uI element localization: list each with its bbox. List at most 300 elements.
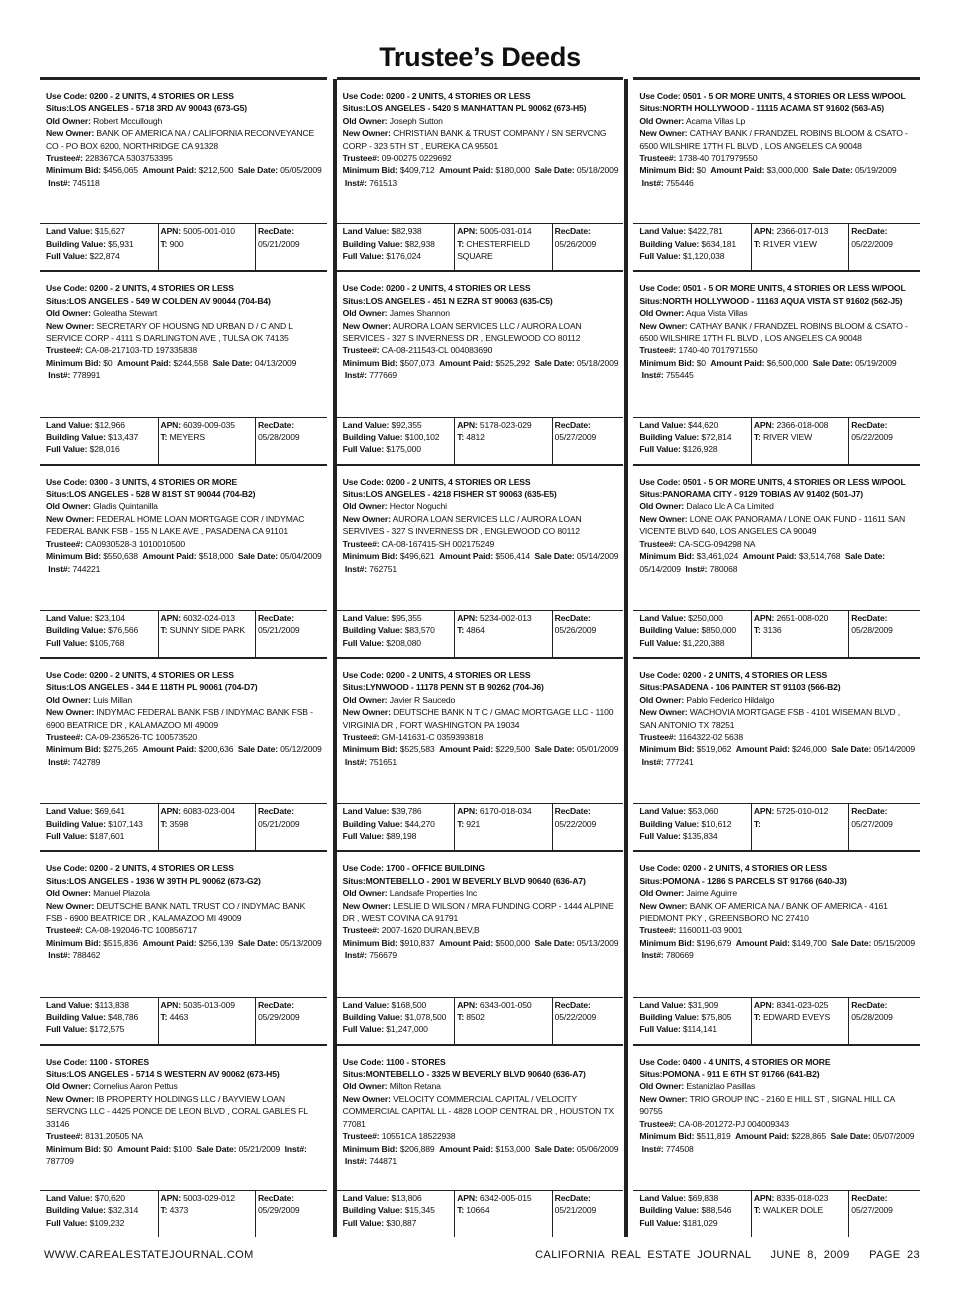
record-building-value: $634,181	[701, 238, 737, 249]
recdate-cell	[552, 804, 624, 850]
field-label: Situs:	[639, 489, 663, 500]
new-owner-line	[343, 1093, 620, 1130]
field-label: RecDate:	[257, 226, 295, 237]
record-amount-paid: $506,414	[495, 551, 531, 562]
record-min-bid: $0	[696, 357, 706, 368]
field-label: APN:	[753, 226, 775, 237]
record-building-value: $15,345	[404, 1205, 435, 1216]
field-label: Situs:	[639, 682, 663, 693]
use-code-line	[46, 90, 323, 102]
record-situs: POMONA - 1286 S PARCELS ST 91766 (640-J3)	[662, 875, 847, 886]
apn-cell	[454, 998, 551, 1044]
field-label: Minimum Bid:	[639, 744, 695, 755]
bid-line	[46, 1143, 323, 1168]
record-inst: 761513	[369, 177, 397, 188]
deed-record	[633, 77, 920, 270]
deed-record	[40, 77, 327, 270]
field-label: APN:	[753, 1192, 775, 1203]
old-owner-line	[639, 694, 916, 706]
record-trustee: CA-09-236526-TC 100573520	[85, 732, 197, 743]
field-label: RecDate:	[554, 612, 591, 623]
field-label: T:	[457, 238, 465, 249]
use-code-line	[639, 669, 916, 681]
use-code-line	[46, 476, 323, 488]
trustee-line	[46, 731, 323, 743]
record-amount-paid: $180,000	[495, 165, 531, 176]
record-min-bid: $496,621	[399, 551, 435, 562]
field-label: Trustee#:	[639, 538, 677, 549]
field-label: APN:	[753, 612, 775, 623]
field-label: Minimum Bid:	[342, 744, 398, 755]
field-label: RecDate:	[851, 999, 888, 1010]
bid-line	[46, 937, 323, 962]
record-old-owner: Aqua Vista Villas	[685, 308, 748, 319]
record-sale-date: 05/14/2009	[576, 551, 619, 562]
record-sale-date: 05/13/2009	[280, 937, 322, 948]
bid-line	[46, 357, 323, 382]
trustee-line	[639, 924, 916, 936]
field-label: Inst#:	[344, 177, 367, 188]
apn-cell	[454, 611, 551, 657]
field-label: Amount Paid:	[439, 1143, 494, 1154]
situs-line	[46, 681, 323, 693]
record-amount-paid: $100	[173, 1143, 192, 1154]
recdate-cell	[848, 418, 920, 464]
record-rec-date: 05/22/2009	[554, 818, 597, 829]
field-label: Use Code:	[639, 669, 681, 680]
record-amount-paid: $525,292	[495, 357, 531, 368]
field-label: Sale Date:	[237, 551, 278, 562]
record-new-owner: LONE OAK PANORAMA / LONE OAK FUND - 11611 SAN VICENTE BLVD 640, LOS ANGELES CA 90049	[639, 513, 906, 537]
field-label: Trustee#:	[46, 1131, 83, 1142]
deed-record	[633, 850, 920, 1043]
record-land-value: $95,355	[391, 612, 422, 623]
values-cell	[40, 998, 158, 1044]
bid-line	[343, 550, 620, 575]
record-situs: LOS ANGELES - 5718 3RD AV 90043 (673-G5)	[68, 103, 248, 114]
field-label: New Owner:	[342, 1093, 391, 1104]
situs-line	[639, 681, 916, 693]
situs-line	[639, 295, 916, 307]
field-label: Sale Date:	[237, 937, 278, 948]
record-details	[343, 468, 620, 575]
record-values-table	[633, 223, 920, 270]
record-inst: 780068	[709, 563, 738, 574]
record-land-value: $422,781	[688, 226, 723, 237]
field-label: Old Owner:	[342, 115, 388, 126]
field-label: RecDate:	[554, 999, 591, 1010]
field-label: Amount Paid:	[142, 937, 197, 948]
field-label: APN:	[160, 612, 181, 623]
record-trustee: CA-SCG-094298 NA	[678, 538, 756, 549]
values-cell	[633, 998, 751, 1044]
record-inst: 755445	[665, 370, 694, 381]
field-label: Amount Paid:	[142, 744, 197, 755]
field-label: Use Code:	[639, 91, 681, 101]
trustee-line	[639, 344, 916, 356]
record-t: WALKER DOLE	[762, 1205, 824, 1216]
record-details	[46, 854, 323, 961]
field-label: Full Value:	[46, 1024, 88, 1035]
record-old-owner: Estanizlao Pasillas	[686, 1081, 756, 1092]
situs-line	[46, 102, 323, 114]
record-sale-date: 05/01/2009	[576, 744, 619, 755]
record-min-bid: $3,461,024	[696, 551, 739, 562]
record-t: 3136	[762, 625, 782, 636]
record-values-table	[40, 1190, 327, 1237]
situs-line	[639, 1068, 916, 1080]
field-label: Sale Date:	[212, 357, 253, 368]
field-label: Land Value:	[639, 419, 686, 430]
field-label: Trustee#:	[639, 345, 677, 356]
field-label: APN:	[457, 1192, 478, 1203]
field-label: Trustee#:	[46, 153, 83, 164]
field-label: Situs:	[46, 295, 69, 306]
field-label: Use Code:	[46, 863, 88, 874]
record-details	[639, 661, 916, 768]
record-old-owner: Manuel Plazola	[93, 888, 150, 899]
record-sale-date: 05/13/2009	[576, 937, 619, 948]
field-label: APN:	[160, 999, 181, 1010]
record-amount-paid: $256,139	[198, 937, 234, 948]
trustee-line	[46, 538, 323, 550]
record-min-bid: $511,819	[696, 1131, 731, 1142]
record-details	[343, 1048, 620, 1168]
record-situs: LOS ANGELES - 5714 S WESTERN AV 90062 (673-H5)	[68, 1069, 280, 1080]
field-label: Old Owner:	[342, 1081, 388, 1092]
field-label: Land Value:	[46, 806, 93, 817]
deed-record	[337, 270, 624, 463]
record-full-value: $109,232	[89, 1217, 125, 1228]
old-owner-line	[343, 115, 620, 127]
record-full-value: $1,120,038	[682, 251, 725, 262]
field-label: Situs:	[46, 489, 69, 500]
field-label: Inst#:	[641, 177, 664, 188]
record-min-bid: $196,679	[696, 937, 732, 948]
field-label: Full Value:	[46, 831, 88, 842]
field-label: APN:	[753, 999, 775, 1010]
field-label: Old Owner:	[46, 501, 91, 512]
field-label: Full Value:	[342, 444, 384, 455]
apn-cell	[751, 611, 848, 657]
field-label: Land Value:	[639, 226, 686, 237]
record-full-value: $176,024	[386, 251, 421, 262]
field-label: Minimum Bid:	[46, 165, 102, 176]
recdate-cell	[255, 611, 327, 657]
record-t: 4463	[169, 1012, 189, 1023]
bid-line	[639, 550, 916, 575]
field-label: Building Value:	[639, 238, 700, 249]
field-label: T:	[160, 818, 168, 829]
record-building-value: $100,102	[404, 432, 440, 443]
record-values-table	[633, 610, 920, 657]
apn-cell	[751, 224, 848, 270]
record-details	[343, 82, 620, 189]
field-label: Inst#:	[685, 563, 708, 574]
new-owner-line	[46, 706, 323, 731]
record-situs: MONTEBELLO - 3325 W BEVERLY BLVD 90640 (636-A7)	[365, 1069, 586, 1080]
record-t: RIVER VIEW	[762, 432, 813, 443]
field-label: APN:	[160, 806, 181, 817]
field-label: New Owner:	[46, 320, 95, 331]
deed-record	[40, 270, 327, 463]
record-apn: 5035-013-009	[183, 999, 235, 1010]
record-building-value: $44,270	[404, 818, 435, 829]
field-label: Situs:	[342, 682, 366, 693]
field-label: Minimum Bid:	[46, 1143, 102, 1154]
record-rec-date: 05/27/2009	[851, 1205, 893, 1216]
field-label: Situs:	[639, 103, 663, 114]
record-values-table	[337, 610, 624, 657]
record-trustee: 09-00275 0229692	[381, 153, 452, 164]
field-label: Use Code:	[342, 669, 384, 680]
recdate-cell	[552, 998, 624, 1044]
record-trustee: CA-08-217103-TD 197335838	[85, 345, 197, 356]
field-label: T:	[160, 1012, 168, 1023]
field-label: New Owner:	[342, 513, 391, 524]
record-old-owner: Cornelius Aaron Pettus	[93, 1081, 178, 1092]
record-details	[343, 661, 620, 768]
field-label: Full Value:	[639, 1217, 681, 1228]
record-inst: 742789	[72, 756, 101, 767]
record-min-bid: $206,889	[399, 1143, 435, 1154]
record-trustee: GM-141631-C 0359393818	[381, 732, 484, 743]
record-t: CHESTERFIELD SQUARE	[457, 238, 530, 262]
field-label: T:	[457, 432, 465, 443]
field-label: Full Value:	[342, 251, 384, 262]
situs-line	[343, 102, 620, 114]
field-label: Trustee#:	[639, 925, 677, 936]
footer-date: JUNE 8, 2009	[770, 1249, 850, 1261]
field-label: Land Value:	[342, 612, 390, 623]
field-label: Sale Date:	[830, 1131, 871, 1142]
record-apn: 5725-010-012	[776, 806, 829, 817]
record-new-owner: FEDERAL HOME LOAN MORTGAGE COR / INDYMAC FEDERAL BANK FSB - 155 N LAKE AVE , PASADENA CA 91101	[46, 513, 305, 537]
new-owner-line	[639, 513, 916, 538]
field-label: Inst#:	[344, 370, 367, 381]
field-label: Inst#:	[641, 370, 664, 381]
values-cell	[633, 1191, 751, 1237]
field-label: Building Value:	[342, 818, 403, 829]
recdate-cell	[848, 224, 920, 270]
record-apn: 6343-001-050	[479, 999, 532, 1010]
situs-line	[343, 681, 620, 693]
record-new-owner: VELOCITY COMMERCIAL CAPITAL / VELOCITY COMMERCIAL CAPITAL LL - 4828 LOOP CENTRAL DR , HOUSTON TX 77081	[342, 1093, 614, 1129]
field-label: Minimum Bid:	[639, 357, 695, 368]
field-label: T:	[753, 625, 761, 636]
record-t: R1VER V1EW	[762, 238, 817, 249]
field-label: Trustee#:	[342, 732, 380, 743]
record-new-owner: AURORA LOAN SERVICES LLC / AURORA LOAN SERVICES - 327 S INVERNESS DR , ENGLEWOOD CO 80112	[342, 320, 582, 343]
use-code-line	[46, 669, 323, 681]
field-label: Old Owner:	[46, 888, 91, 899]
record-values-table	[633, 803, 920, 850]
apn-cell	[454, 224, 551, 270]
field-label: T:	[457, 818, 465, 829]
field-label: Minimum Bid:	[342, 937, 398, 948]
record-min-bid: $515,836	[103, 937, 138, 948]
record-inst: 762751	[369, 563, 397, 574]
deed-record	[337, 77, 624, 270]
new-owner-line	[343, 900, 620, 925]
field-label: Sale Date:	[534, 744, 575, 755]
record-old-owner: Landsafe Properties Inc	[389, 888, 478, 899]
field-label: Situs:	[639, 295, 663, 306]
record-apn: 6039-009-035	[183, 419, 235, 430]
field-label: Full Value:	[46, 444, 88, 455]
values-cell	[40, 611, 158, 657]
field-label: RecDate:	[554, 226, 591, 237]
record-full-value: $181,029	[682, 1217, 718, 1228]
field-label: Situs:	[342, 103, 366, 114]
record-min-bid: $0	[103, 357, 113, 368]
record-building-value: $76,566	[108, 625, 139, 636]
old-owner-line	[343, 500, 620, 512]
values-cell	[633, 224, 751, 270]
record-amount-paid: $244,558	[173, 357, 208, 368]
record-t: 921	[466, 818, 481, 829]
field-label: Old Owner:	[639, 694, 685, 705]
field-label: Situs:	[46, 1069, 69, 1080]
record-details	[639, 82, 916, 189]
field-label: Building Value:	[342, 1012, 403, 1023]
use-code-line	[639, 90, 916, 102]
field-label: Situs:	[46, 103, 69, 114]
record-rec-date: 05/22/2009	[554, 1012, 597, 1023]
record-apn: 6032-024-013	[183, 612, 235, 623]
field-label: Building Value:	[639, 818, 700, 829]
record-building-value: $13,437	[108, 432, 139, 443]
record-old-owner: Robert Mccullough	[93, 115, 163, 126]
field-label: Use Code:	[342, 283, 384, 294]
apn-cell	[158, 804, 255, 850]
field-label: T:	[753, 1012, 761, 1023]
record-apn: 5178-023-029	[479, 419, 532, 430]
deed-record	[633, 1044, 920, 1237]
record-details	[343, 854, 620, 961]
record-apn: 5005-001-010	[183, 226, 235, 237]
field-label: Sale Date:	[237, 744, 278, 755]
field-label: New Owner:	[342, 707, 391, 718]
field-label: Situs:	[342, 1069, 366, 1080]
field-label: Sale Date:	[534, 165, 575, 176]
field-label: Land Value:	[342, 419, 390, 430]
record-new-owner: DEUTSCHE BANK N T C / GMAC MORTGAGE LLC - 1100 VIRGINIA DR , FORT WASHINGTON PA 19034	[342, 707, 614, 730]
record-apn: 8341-023-025	[776, 999, 829, 1010]
apn-cell	[454, 804, 551, 850]
record-building-value: $850,000	[701, 625, 737, 636]
record-values-table	[337, 1190, 624, 1237]
record-full-value: $1,247,000	[386, 1024, 428, 1035]
record-land-value: $15,627	[94, 226, 125, 237]
record-inst: 751651	[369, 756, 397, 767]
field-label: Trustee#:	[639, 1118, 677, 1129]
use-code-line	[639, 1056, 916, 1068]
record-apn: 2651-008-020	[776, 612, 829, 623]
field-label: Situs:	[46, 682, 69, 693]
trustee-line	[343, 344, 620, 356]
field-label: APN:	[160, 1192, 181, 1203]
record-details	[639, 468, 916, 575]
field-label: Land Value:	[342, 999, 390, 1010]
record-situs: LOS ANGELES - 1936 W 39TH PL 90062 (673-G2)	[68, 875, 261, 886]
field-label: RecDate:	[257, 1192, 295, 1203]
record-rec-date: 05/28/2009	[257, 432, 300, 443]
record-min-bid: $525,583	[399, 744, 435, 755]
record-sale-date: 04/13/2009	[254, 357, 297, 368]
field-label: Building Value:	[639, 432, 700, 443]
record-sale-date: 05/19/2009	[854, 357, 897, 368]
field-label: Minimum Bid:	[342, 551, 398, 562]
record-amount-paid: $149,700	[792, 937, 827, 948]
record-old-owner: James Shannon	[389, 308, 450, 319]
record-rec-date: 05/27/2009	[851, 818, 893, 829]
record-t: 3598	[169, 818, 189, 829]
field-label: T:	[753, 1205, 761, 1216]
record-land-value: $53,060	[688, 806, 719, 817]
recdate-cell	[552, 418, 624, 464]
record-t: 4812	[466, 432, 485, 443]
record-details	[343, 274, 620, 381]
field-label: Sale Date:	[534, 551, 575, 562]
field-label: Sale Date:	[812, 165, 853, 176]
field-label: New Owner:	[639, 707, 688, 718]
record-rec-date: 05/28/2009	[851, 1012, 893, 1023]
record-old-owner: Goleatha Stewart	[93, 308, 158, 319]
record-apn: 2366-018-008	[776, 419, 829, 430]
record-full-value: $22,874	[89, 251, 120, 262]
field-label: Use Code:	[342, 91, 384, 101]
field-label: Situs:	[342, 295, 366, 306]
field-label: Old Owner:	[342, 888, 388, 899]
field-label: Full Value:	[342, 831, 384, 842]
field-label: Use Code:	[639, 283, 681, 294]
record-amount-paid: $500,000	[495, 937, 531, 948]
record-use-code: 0400 - 4 UNITS, 4 STORIES OR MORE	[682, 1056, 831, 1067]
values-cell	[633, 418, 751, 464]
field-label: Use Code:	[46, 1056, 88, 1067]
field-label: Trustee#:	[342, 345, 380, 356]
field-label: Minimum Bid:	[46, 744, 102, 755]
record-apn: 8335-018-023	[776, 1192, 829, 1203]
new-owner-line	[639, 1093, 916, 1118]
field-label: Old Owner:	[639, 501, 685, 512]
field-label: Building Value:	[46, 1205, 106, 1216]
use-code-line	[343, 1056, 620, 1068]
field-label: Building Value:	[639, 1205, 700, 1216]
old-owner-line	[343, 307, 620, 319]
record-amount-paid: $228,865	[791, 1131, 827, 1142]
field-label: RecDate:	[851, 806, 888, 817]
recdate-cell	[848, 611, 920, 657]
situs-line	[343, 295, 620, 307]
record-land-value: $23,104	[94, 612, 125, 623]
recdate-cell	[255, 1191, 327, 1237]
record-amount-paid: $246,000	[792, 744, 827, 755]
field-label: Inst#:	[641, 756, 664, 767]
deed-record	[337, 657, 624, 850]
deed-record	[40, 850, 327, 1043]
record-full-value: $1,220,388	[682, 637, 725, 648]
record-apn: 5234-002-013	[479, 612, 532, 623]
record-inst: 778991	[72, 370, 101, 381]
field-label: Sale Date:	[534, 357, 575, 368]
record-new-owner: WACHOVIA MORTGAGE FSB - 4101 WISEMAN BLVD , SAN ANTONIO TX 78251	[639, 707, 900, 730]
field-label: Trustee#:	[639, 153, 677, 164]
record-min-bid: $456,065	[103, 165, 138, 176]
record-rec-date: 05/21/2009	[257, 238, 300, 249]
trustee-line	[46, 152, 323, 164]
